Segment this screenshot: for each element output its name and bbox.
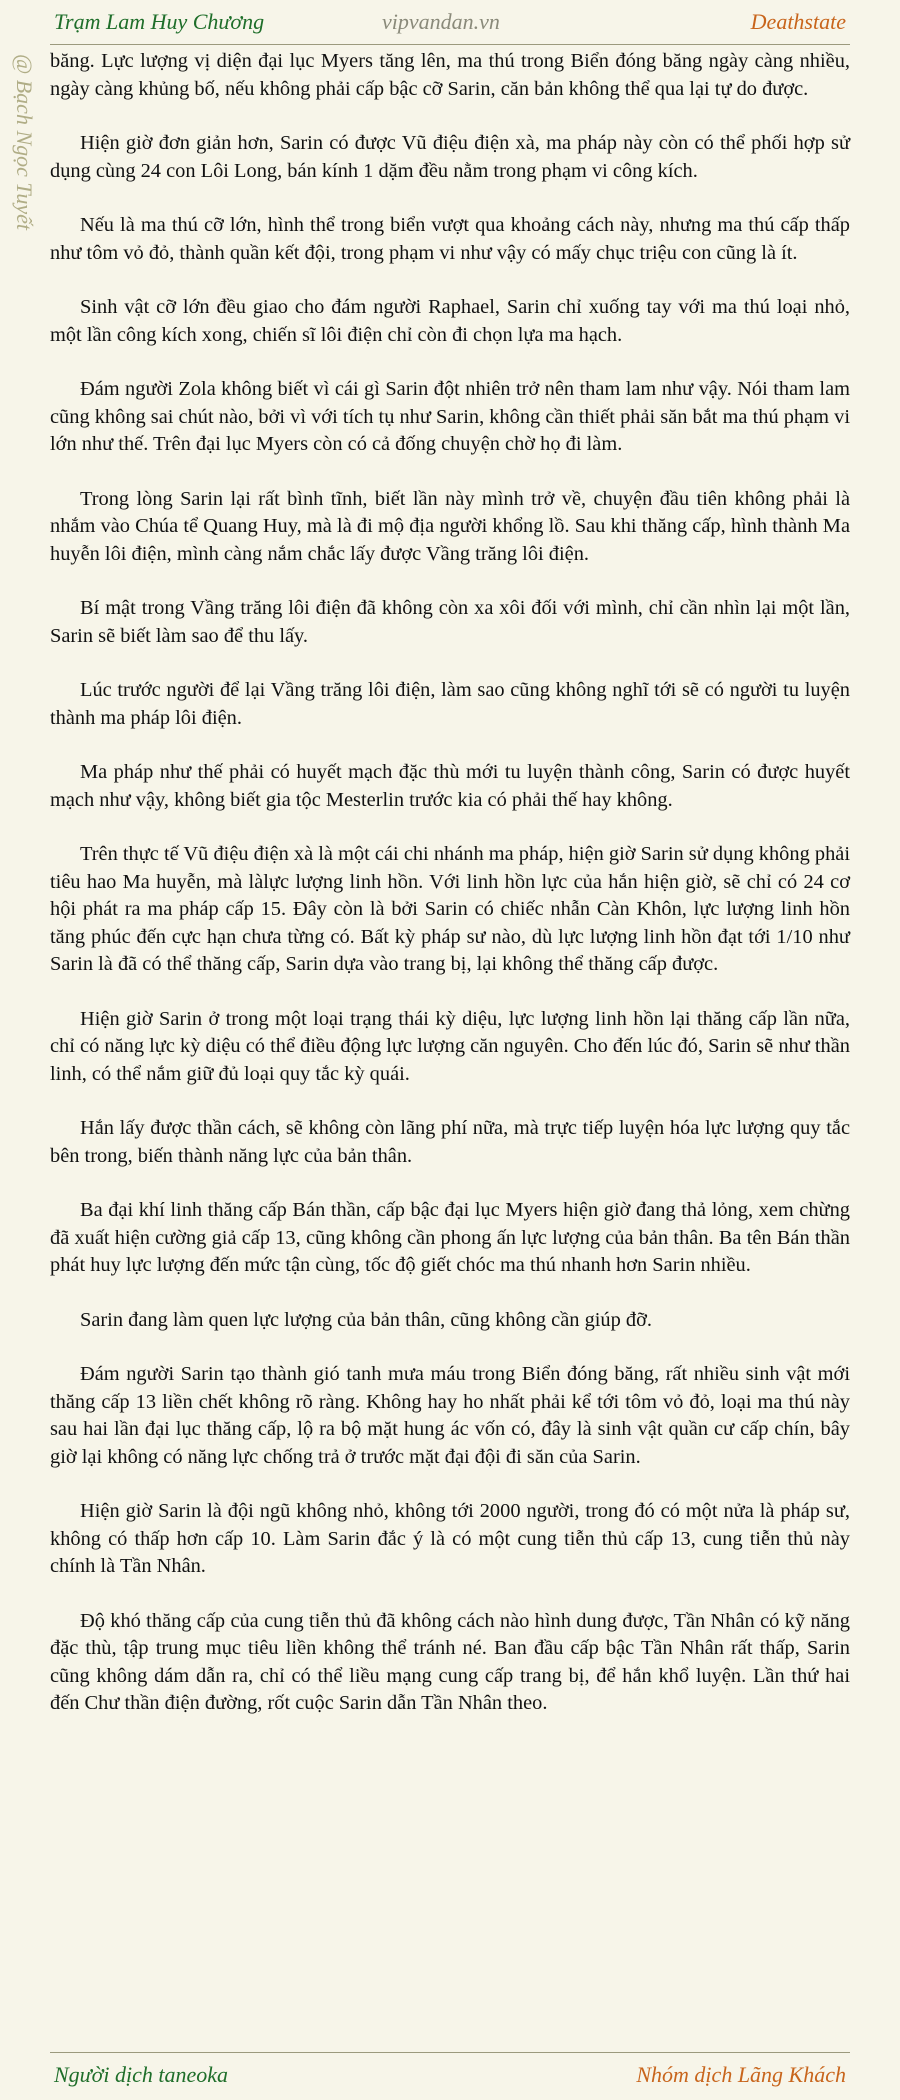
site-name: Trạm Lam Huy Chương: [54, 9, 265, 34]
header-divider: [50, 44, 850, 45]
page-footer: [0, 2056, 900, 2096]
paragraph: Sinh vật cỡ lớn đều giao cho đám người Raphael, Sarin chỉ xuống tay với ma thú loại nhỏ, một lần công kích xong, chiến sĩ lôi điện chỉ còn đi chọn lựa ma hạch.: [50, 296, 850, 346]
paragraph: Bí mật trong Vầng trăng lôi điện đã không còn xa xôi đối với mình, chỉ cần nhìn lại một lần, Sarin sẽ biết làm sao để thu lấy.: [50, 597, 850, 647]
paragraph: Độ khó thăng cấp của cung tiễn thủ đã không cách nào hình dung được, Tần Nhân có kỹ năng đặc thù, tập trung mục tiêu liền không thể tránh né. Ban đầu cấp bậc Tần Nhân rất thấp, Sarin cũng không dám dẫn ra, chỉ có thể liều mạng cung cấp trang bị, để hắn khổ luyện. Lần thứ hai đến Chư thần điện đường, rốt cuộc Sarin dẫn Tần Nhân theo.: [50, 1609, 850, 1714]
paragraph: băng. Lực lượng vị diện đại lục Myers tăng lên, ma thú trong Biển đóng băng ngày càng nhiều, ngày càng khủng bố, nếu không phải cấp bậc cỡ Sarin, căn bản không thể qua lại tự do được.: [50, 50, 850, 100]
paragraph: Đám người Zola không biết vì cái gì Sarin đột nhiên trở nên tham lam như vậy. Nói tham lam cũng không sai chút nào, bởi vì với tích tụ như Sarin, không cần thiết phải săn bắt ma thú phạm vi lớn như thế. Trên đại lục Myers còn có cả đống chuyện chờ họ đi làm.: [50, 378, 850, 455]
translator-credit: Người dịch taneoka: [54, 2062, 229, 2087]
paragraph: Trong lòng Sarin lại rất bình tĩnh, biết lần này mình trở về, chuyện đầu tiên không phải là nhắm vào Chúa tể Quang Huy, mà là đi mộ địa người khổng lồ. Sau khi thăng cấp, hình thành Ma huyễn lôi điện, mình càng nắm chắc lấy được Vầng trăng lôi điện.: [50, 487, 850, 565]
paragraph: Trên thực tế Vũ điệu điện xà là một cái chi nhánh ma pháp, hiện giờ Sarin sử dụng không phải tiêu hao Ma huyễn, mà làlực lượng linh hồn. Với linh hồn lực của hắn hiện giờ, sẽ chỉ có 24 cơ hội phát ra ma pháp cấp 15. Đây còn là bởi Sarin có chiếc nhẫn Càn Khôn, lực lượng linh hồn tăng phúc đến cực hạn chưa từng có. Bất kỳ pháp sư nào, dù lực lượng linh hồn đạt tới 1/10 như Sarin là đã có thể thăng cấp, Sarin dựa vào trang bị, lại không thể thăng cấp được.: [50, 843, 850, 975]
paragraph: Ma pháp như thế phải có huyết mạch đặc thù mới tu luyện thành công, Sarin có được huyết mạch như vậy, không biết gia tộc Mesterlin trước kia có phải thế hay không.: [50, 761, 850, 811]
chapter-body: [50, 48, 850, 1745]
side-watermark-text: @ Bạch Ngọc Tuyết: [12, 54, 37, 231]
site-url[interactable]: vipvandan.vn: [382, 9, 500, 34]
group-credit: Nhóm dịch Lãng Khách: [636, 2062, 846, 2087]
paragraph: Lúc trước người để lại Vầng trăng lôi điện, làm sao cũng không nghĩ tới sẽ có người tu luyện thành ma pháp lôi điện.: [50, 679, 850, 729]
page-header: [0, 0, 900, 44]
paragraph: Hiện giờ Sarin là đội ngũ không nhỏ, không tới 2000 người, trong đó có một nửa là pháp sư, không có thấp hơn cấp 10. Làm Sarin đắc ý là có một cung tiễn thủ cấp 13, cung tiễn thủ này chính là Tần Nhân.: [50, 1500, 850, 1577]
paragraph: Hiện giờ Sarin ở trong một loại trạng thái kỳ diệu, lực lượng linh hồn lại thăng cấp lần nữa, chỉ có năng lực kỳ diệu có thể điều động lực lượng căn nguyên. Cho đến lúc đó, Sarin sẽ như thần linh, có thể nắm giữ đủ loại quy tắc kỳ quái.: [50, 1007, 850, 1085]
paragraph: Sarin đang làm quen lực lượng của bản thân, cũng không cần giúp đỡ.: [80, 1308, 652, 1331]
paragraph: Hiện giờ đơn giản hơn, Sarin có được Vũ điệu điện xà, ma pháp này còn có thể phối hợp sử dụng cùng 24 con Lôi Long, bán kính 1 dặm đều nằm trong phạm vi công kích.: [50, 132, 850, 182]
book-title: Deathstate: [750, 9, 846, 34]
paragraph: Nếu là ma thú cỡ lớn, hình thể trong biển vượt qua khoảng cách này, nhưng ma thú cấp thấp như tôm vỏ đỏ, thành quần kết đội, trong phạm vi như vậy có mấy chục triệu con cũng là ít.: [50, 214, 850, 264]
paragraph: Ba đại khí linh thăng cấp Bán thần, cấp bậc đại lục Myers hiện giờ đang thả lỏng, xem chừng đã xuất hiện cường giả cấp 13, cũng không cần phong ấn lực lượng của bản thân. Ba tên Bán thần phát huy lực lượng đến mức tận cùng, tốc độ giết chóc ma thú nhanh hơn Sarin nhiều.: [50, 1199, 850, 1276]
footer-divider: [50, 2052, 850, 2053]
side-watermark: [6, 54, 40, 274]
paragraph: Hắn lấy được thần cách, sẽ không còn lãng phí nữa, mà trực tiếp luyện hóa lực lượng quy tắc bên trong, biến thành năng lực của bản thân.: [50, 1117, 850, 1167]
paragraph: Đám người Sarin tạo thành gió tanh mưa máu trong Biển đóng băng, rất nhiều sinh vật mới thăng cấp 13 liền chết không rõ ràng. Không hay ho nhất phải kể tới tôm vỏ đỏ, loại ma thú này sau hai lần đại lục thăng cấp, lộ ra bộ mặt hung ác vốn có, đây là sinh vật quần cư cấp chín, bây giờ lại không có năng lực chống trả ở trước mặt đại đội đi săn của Sarin.: [50, 1363, 850, 1468]
